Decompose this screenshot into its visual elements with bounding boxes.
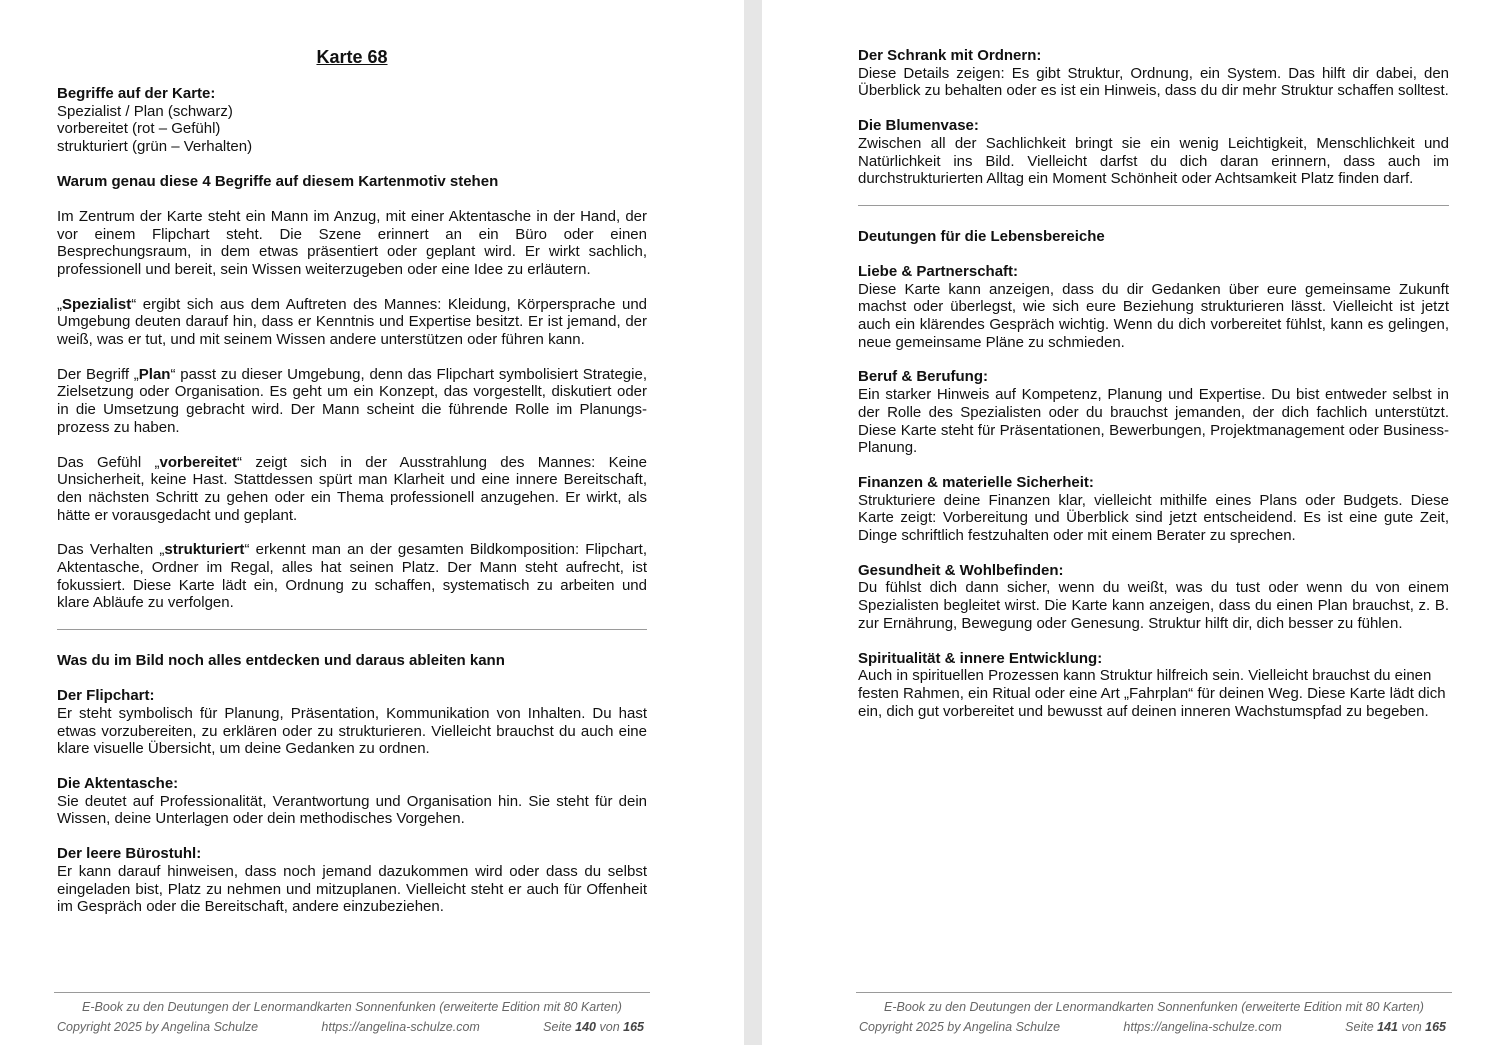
page-footer: [856, 992, 1452, 1035]
buerostuhl-text: Er kann darauf hinweisen, dass noch jemand dazukommen wird oder dass du selbst eingeladen bist, Platz zu nehmen und mitzuplanen. Vielleicht steht er auch für Offenheit im Gespräch oder die Bereitschaft, andere einzubeziehen.: [57, 862, 647, 916]
paragraph-text: “ zeigt sich in der Ausstrahlung des Mannes: Keine Unsicherheit, keine Hast. Stattdessen spürt man Klarheit und eine innere Bereitschaft, den nächsten Schritt zu gehen oder ein Thema professionell anzugehen. Er wirkt, als hätte er vorausgedacht und geplant.: [57, 453, 647, 524]
total-pages: 165: [1425, 1020, 1446, 1034]
spiritualitaet-block: [858, 650, 1449, 721]
terms-heading: Begriffe auf der Karte:: [57, 85, 216, 102]
spiritualitaet-text: Auch in spirituellen Prozessen kann Struktur hilfreich sein. Vielleicht brauchst du einen festen Rahmen, ein Ritual oder eine Art „Fahrplan“ für deinen Weg. Diese Karte lädt dich ein, dich gut vorbereitet und bewusst auf deinen inneren Wachstumspfad zu begeben.: [858, 667, 1446, 720]
term-spezialist: Spezialist: [62, 295, 132, 313]
total-pages: 165: [623, 1020, 644, 1034]
paragraph-lead: Das Verhalten „: [57, 541, 165, 559]
footer-page-number: [1345, 1019, 1446, 1035]
section-divider: [57, 629, 647, 630]
footer-meta: [856, 1019, 1452, 1035]
page-141: [762, 0, 1500, 1045]
gesundheit-text: Du fühlst dich dann sicher, wenn du weißt, was du tust oder wenn du von einem Spezialisten begleitet wirst. Die Karte kann anzeigen, dass du einen Plan brauchst, z. B. zur Ernährung, Bewegung oder Genesung. Struktur hilft dir, dich besser zu fühlen.: [858, 579, 1449, 632]
term-vorbereitet: vorbereitet: [159, 453, 238, 471]
terms-block: [57, 85, 647, 156]
paragraph-text: “ passt zu dieser Umgebung, denn das Flipchart symbolisiert Strategie, Zielsetzung oder Organisation. Es geht um ein Konzept, das vorgestellt, diskutiert oder in die Umsetzung gebracht wird. Der Mann scheint die führende Rolle im Planungs-prozess zu haben.: [57, 365, 647, 436]
strukturiert-paragraph: [57, 541, 647, 612]
aktentasche-text: Sie deutet auf Professionalität, Verantwortung und Organisation hin. Sie steht für dein Wissen, deine Unterlagen oder dein methodisches Vorgehen.: [57, 792, 647, 828]
card-title: Karte 68: [316, 47, 388, 67]
beruf-block: [858, 368, 1449, 457]
areas-heading: Deutungen für die Lebensbereiche: [858, 227, 1105, 245]
term-plan: Plan: [138, 365, 171, 383]
term-item: vorbereitet (rot – Gefühl): [57, 120, 221, 138]
discover-heading: Was du im Bild noch alles entdecken und daraus ableiten kann: [57, 652, 505, 670]
schrank-heading: Der Schrank mit Ordnern:: [858, 47, 1042, 64]
gesundheit-heading: Gesundheit & Wohlbefinden:: [858, 561, 1064, 579]
footer-copyright: Copyright 2025 by Angelina Schulze: [57, 1020, 259, 1034]
liebe-block: [858, 263, 1449, 352]
liebe-text: Diese Karte kann anzeigen, dass du dir Gedanken über eure gemeinsame Zukunft machst oder überlegst, wie sich eure Beziehung strukturieren lässt. Vielleicht ist jetzt auch ein klärendes Gespräch wichtig. Wenn du dich vorbereitet fühlst, kann es gelingen, neue gemeinsame Pläne zu schmieden.: [858, 280, 1449, 351]
paragraph-text: “ ergibt sich aus dem Auftreten des Mannes: Kleidung, Körpersprache und Umgebung deuten darauf hin, dass er Kenntnis und Expertise besitzt. Er ist jemand, der weiß, was er tut, und mit seinem Wissen andere unterstützen oder führen kann.: [57, 295, 647, 349]
term-item: strukturiert (grün – Verhalten): [57, 138, 253, 156]
intro-paragraph: Im Zentrum der Karte steht ein Mann im Anzug, mit einer Aktentasche in der Hand, der vor einem Flipchart steht. Die Szene erinnert an ein Büro oder einen Besprechungsraum, in dem etwas präsentiert oder geplant wird. Er wirkt sachlich, professionell und bereit, sein Wissen weiterzugeben oder eine Idee zu erläutern.: [57, 207, 647, 278]
blumenvase-text: Zwischen all der Sachlichkeit bringt sie ein wenig Leichtigkeit, Menschlichkeit und Natürlichkeit ins Bild. Vielleicht darfst du dich daran erinnern, dass auch im durchstrukturierten Alltag ein Moment Schönheit oder Achtsamkeit Platz finden darf.: [858, 134, 1449, 188]
paragraph-text: “ erkennt man an der gesamten Bildkomposition: Flipchart, Aktentasche, Ordner im Regal, alles hat seinen Platz. Der Mann steht aufrecht, ist fokussiert. Diese Karte lädt ein, Ordnung zu schaffen, systematisch zu arbeiten und klare Abläufe zu verfolgen.: [57, 541, 647, 612]
page-140: [0, 0, 744, 1045]
footer-page-number: [543, 1019, 644, 1035]
aktentasche-heading: Die Aktentasche:: [57, 774, 179, 792]
beruf-text: Ein starker Hinweis auf Kompetenz, Planung und Expertise. Du bist entweder selbst in der Rolle des Spezialisten oder du brauchst jemanden, der dich fachlich unterstützt. Diese Karte steht für Präsentationen, Bewerbungen, Projektmanagement oder Business-Planung.: [858, 386, 1449, 457]
spezialist-paragraph: [57, 296, 647, 349]
schrank-block: [858, 47, 1449, 100]
footer-book-title: E-Book zu den Deutungen der Lenormandkarten Sonnenfunken (erweiterte Edition mit 80 Karten): [82, 1000, 622, 1014]
flipchart-heading: Der Flipchart:: [57, 687, 155, 705]
gesundheit-block: [858, 562, 1449, 633]
current-page: 140: [575, 1020, 597, 1034]
flipchart-text: Er steht symbolisch für Planung, Präsentation, Kommunikation von Inhalten. Du hast etwas vorzubereiten, zu erklären oder zu strukturieren. Vielleicht brauchst du auch eine klare visuelle Übersicht, um deine Gedanken zu ordnen.: [57, 704, 647, 758]
buerostuhl-block: [57, 845, 647, 916]
von-label: von: [1401, 1020, 1422, 1034]
flipchart-block: [57, 687, 647, 758]
paragraph-lead: Der Begriff „: [57, 365, 139, 383]
right-page-content: [858, 47, 1449, 737]
seite-label: Seite: [1345, 1020, 1374, 1034]
von-label: von: [599, 1020, 620, 1034]
liebe-heading: Liebe & Partnerschaft:: [858, 262, 1019, 280]
seite-label: Seite: [543, 1020, 572, 1034]
finanzen-text: Strukturiere deine Finanzen klar, vielleicht mithilfe eines Plans oder Budgets. Diese Karte zeigt: Vorbereitung und Überblick sind jetzt entscheidend. Es ist eine gute Zeit, Dinge schriftlich festzuhalten oder mit einem Berater zu sprechen.: [858, 491, 1449, 545]
term-item: Spezialist / Plan (schwarz): [57, 102, 233, 120]
finanzen-block: [858, 474, 1449, 545]
why-heading: Warum genau diese 4 Begriffe auf diesem Kartenmotiv stehen: [57, 172, 499, 190]
plan-paragraph: [57, 366, 647, 437]
current-page: 141: [1377, 1020, 1399, 1034]
page-footer: [54, 992, 650, 1035]
paragraph-lead: Das Gefühl „: [57, 453, 160, 471]
footer-url[interactable]: https://angelina-schulze.com: [1123, 1020, 1282, 1034]
vorbereitet-paragraph: [57, 454, 647, 525]
schrank-text: Diese Details zeigen: Es gibt Struktur, Ordnung, ein System. Das hilft dir dabei, den Überblick zu behalten oder es ist ein Hinweis, dass du dir mehr Struktur schaffen solltest.: [858, 64, 1449, 100]
term-strukturiert: strukturiert: [164, 541, 245, 559]
buerostuhl-heading: Der leere Bürostuhl:: [57, 845, 202, 863]
finanzen-heading: Finanzen & materielle Sicherheit:: [858, 473, 1094, 491]
section-divider: [858, 205, 1449, 206]
left-page-content: [57, 46, 647, 933]
quote-open: „: [57, 295, 62, 313]
footer-url[interactable]: https://angelina-schulze.com: [321, 1020, 480, 1034]
beruf-heading: Beruf & Berufung:: [858, 368, 988, 386]
footer-copyright: Copyright 2025 by Angelina Schulze: [859, 1020, 1061, 1034]
aktentasche-block: [57, 775, 647, 828]
blumenvase-heading: Die Blumenvase:: [858, 117, 979, 135]
spiritualitaet-heading: Spiritualität & innere Entwicklung:: [858, 649, 1103, 667]
blumenvase-block: [858, 117, 1449, 188]
footer-meta: [54, 1019, 650, 1035]
footer-book-title: E-Book zu den Deutungen der Lenormandkarten Sonnenfunken (erweiterte Edition mit 80 Karten): [884, 1000, 1424, 1014]
